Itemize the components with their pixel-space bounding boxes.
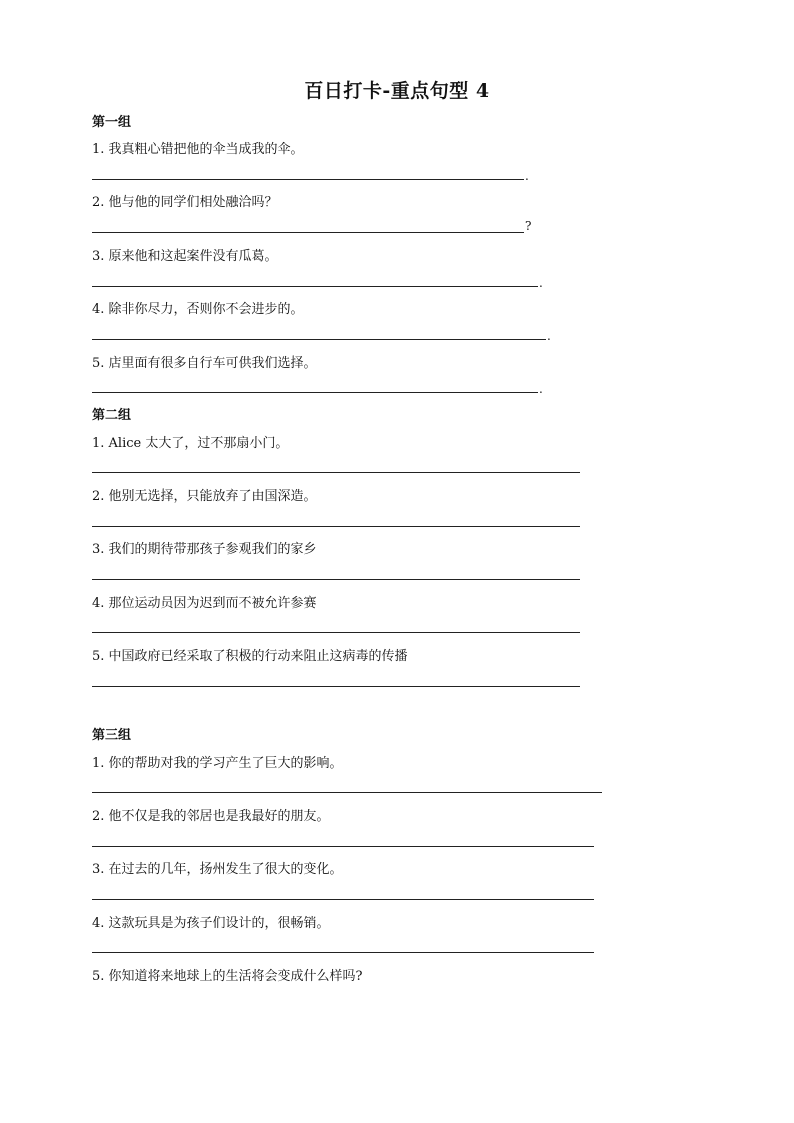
page-title: 百日打卡-重点句型 4: [304, 80, 490, 102]
answer-line[interactable]: [92, 232, 524, 233]
group-2-title: 第二组: [92, 408, 132, 423]
line-end-mark: .: [539, 382, 543, 396]
group-1-question-2: 2. 他与他的同学们相处融洽吗？: [92, 195, 278, 210]
group-3-question-1: 1. 你的帮助对我的学习产生了巨大的影响。: [92, 756, 343, 771]
answer-line[interactable]: [92, 792, 602, 793]
group-1-question-5: 5. 店里面有很多自行车可供我们选择。: [92, 356, 317, 371]
answer-line[interactable]: [92, 899, 594, 900]
line-end-mark: ?: [525, 219, 532, 233]
group-3-question-2: 2. 他不仅是我的邻居也是我最好的朋友。: [92, 809, 330, 824]
answer-line[interactable]: [92, 579, 580, 580]
group-3-question-5: 5. 你知道将来地球上的生活将会变成什么样吗?: [92, 969, 363, 984]
answer-line[interactable]: [92, 686, 580, 687]
answer-line[interactable]: [92, 179, 524, 180]
line-end-mark: .: [525, 169, 529, 183]
group-1-question-4: 4. 除非你尽力，否则你不会进步的。: [92, 302, 304, 317]
answer-line[interactable]: [92, 846, 594, 847]
group-2-question-3: 3. 我们的期待带那孩子参观我们的家乡: [92, 542, 317, 557]
answer-line[interactable]: [92, 952, 594, 953]
group-1-title: 第一组: [92, 115, 132, 130]
answer-line[interactable]: [92, 392, 538, 393]
answer-line[interactable]: [92, 526, 580, 527]
line-end-mark: .: [547, 329, 551, 343]
group-2-question-1: 1. Alice 太大了，过不那扇小门。: [92, 436, 289, 451]
answer-line[interactable]: [92, 286, 538, 287]
group-1-question-1: 1. 我真粗心错把他的伞当成我的伞。: [92, 142, 304, 157]
group-1-question-3: 3. 原来他和这起案件没有瓜葛。: [92, 249, 278, 264]
group-3-title: 第三组: [92, 728, 132, 743]
group-3-question-4: 4. 这款玩具是为孩子们设计的，很畅销。: [92, 916, 330, 931]
answer-line[interactable]: [92, 472, 580, 473]
group-2-question-5: 5. 中国政府已经采取了积极的行动来阻止这病毒的传播: [92, 649, 408, 664]
group-2-question-4: 4. 那位运动员因为迟到而不被允许参赛: [92, 596, 317, 611]
answer-line[interactable]: [92, 339, 546, 340]
answer-line[interactable]: [92, 632, 580, 633]
line-end-mark: .: [539, 276, 543, 290]
group-2-question-2: 2. 他别无选择，只能放弃了由国深造。: [92, 489, 317, 504]
group-3-question-3: 3. 在过去的几年，扬州发生了很大的变化。: [92, 862, 343, 877]
